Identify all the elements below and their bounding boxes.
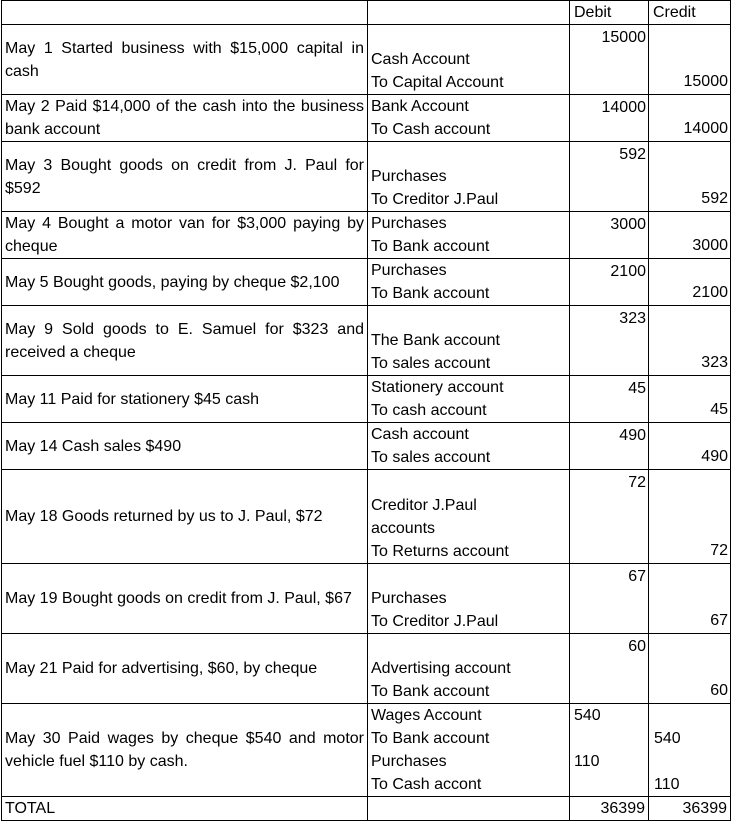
debit-amount: 323 bbox=[619, 310, 646, 327]
credit-account: To Bank account bbox=[371, 730, 490, 747]
entry-accounts bbox=[368, 634, 570, 704]
total-label: TOTAL bbox=[2, 797, 368, 821]
credit-account: To Creditor J.Paul bbox=[371, 613, 499, 630]
credit-account: To Cash account bbox=[371, 121, 491, 138]
debit-cell bbox=[570, 212, 649, 259]
debit-amount: 14000 bbox=[601, 99, 646, 116]
debit-amount: 67 bbox=[628, 568, 646, 585]
credit-cell bbox=[649, 376, 731, 423]
entry-row bbox=[2, 142, 731, 212]
debit-account: Cash account bbox=[371, 426, 469, 443]
entry-description: May 14 Cash sales $490 bbox=[2, 423, 368, 470]
header-debit: Debit bbox=[570, 1, 649, 25]
entry-row bbox=[2, 704, 731, 797]
entry-row bbox=[2, 306, 731, 376]
credit-account: To Returns account bbox=[371, 543, 509, 560]
entry-accounts bbox=[368, 564, 570, 634]
entry-accounts bbox=[368, 95, 570, 142]
credit-account: To sales account bbox=[371, 355, 491, 372]
debit-amount: 2100 bbox=[610, 263, 646, 280]
debit-cell bbox=[570, 564, 649, 634]
debit-account: The Bank account bbox=[371, 332, 500, 349]
credit-account: To Creditor J.Paul bbox=[371, 191, 499, 208]
credit-amount: 60 bbox=[710, 682, 728, 699]
debit-cell bbox=[570, 259, 649, 306]
credit-account: To Cash accont bbox=[371, 776, 482, 793]
credit-amount: 15000 bbox=[683, 73, 728, 90]
debit-amount: 110 bbox=[574, 753, 600, 770]
entry-accounts bbox=[368, 470, 570, 564]
credit-amount: 540 bbox=[654, 730, 681, 747]
debit-account: Cash Account bbox=[371, 51, 470, 68]
debit-cell bbox=[570, 470, 649, 564]
credit-cell bbox=[649, 704, 731, 797]
entry-accounts bbox=[368, 423, 570, 470]
credit-amount: 2100 bbox=[692, 284, 728, 301]
entry-row bbox=[2, 376, 731, 423]
header-blank-acct bbox=[368, 1, 570, 25]
credit-amount: 3000 bbox=[692, 237, 728, 254]
entry-description: May 3 Bought goods on credit from J. Paul for $592 bbox=[2, 142, 368, 212]
debit-amount: 15000 bbox=[601, 29, 646, 46]
spacer bbox=[574, 773, 645, 796]
credit-cell bbox=[649, 95, 731, 142]
header-blank-desc bbox=[2, 1, 368, 25]
entry-row bbox=[2, 564, 731, 634]
entry-accounts bbox=[368, 259, 570, 306]
credit-cell bbox=[649, 25, 731, 95]
debit-cell bbox=[570, 376, 649, 423]
credit-amount: 45 bbox=[710, 401, 728, 418]
entry-description: May 9 Sold goods to E. Samuel for $323 and received a cheque bbox=[2, 306, 368, 376]
credit-account: To cash account bbox=[371, 402, 487, 419]
debit-cell bbox=[570, 306, 649, 376]
entry-description: May 11 Paid for stationery $45 cash bbox=[2, 376, 368, 423]
credit-amount: 72 bbox=[710, 542, 728, 559]
credit-account: To sales account bbox=[371, 449, 491, 466]
entry-row bbox=[2, 95, 731, 142]
debit-amount: 72 bbox=[628, 474, 646, 491]
credit-cell bbox=[649, 634, 731, 704]
journal-table bbox=[1, 0, 731, 821]
total-credit: 36399 bbox=[649, 797, 731, 821]
entry-accounts bbox=[368, 142, 570, 212]
debit-account: Advertising account bbox=[371, 660, 511, 677]
debit-amount: 540 bbox=[574, 707, 601, 724]
debit-account: Purchases bbox=[371, 215, 447, 232]
credit-amount: 490 bbox=[701, 448, 728, 465]
debit-amount: 592 bbox=[619, 146, 646, 163]
spacer bbox=[574, 727, 645, 750]
entry-accounts bbox=[368, 704, 570, 797]
entry-accounts bbox=[368, 212, 570, 259]
entry-row bbox=[2, 423, 731, 470]
debit-account: Wages Account bbox=[371, 707, 482, 724]
entry-accounts bbox=[368, 25, 570, 95]
credit-account: To Capital Account bbox=[371, 74, 504, 91]
entry-description: May 5 Bought goods, paying by cheque $2,100 bbox=[2, 259, 368, 306]
total-row bbox=[2, 797, 731, 821]
debit-cell bbox=[570, 95, 649, 142]
debit-amount: 60 bbox=[628, 638, 646, 655]
credit-amount: 592 bbox=[701, 190, 728, 207]
total-blank bbox=[368, 797, 570, 821]
credit-account: To Bank account bbox=[371, 238, 490, 255]
entry-description: May 4 Bought a motor van for $3,000 paying by cheque bbox=[2, 212, 368, 259]
credit-cell bbox=[649, 423, 731, 470]
total-debit: 36399 bbox=[570, 797, 649, 821]
debit-cell bbox=[570, 25, 649, 95]
debit-cell bbox=[570, 142, 649, 212]
entry-accounts bbox=[368, 306, 570, 376]
debit-amount: 45 bbox=[628, 380, 646, 397]
debit-cell bbox=[570, 423, 649, 470]
entry-row bbox=[2, 25, 731, 95]
credit-cell bbox=[649, 259, 731, 306]
entry-row bbox=[2, 634, 731, 704]
credit-cell bbox=[649, 306, 731, 376]
entry-row bbox=[2, 259, 731, 306]
entry-description: May 30 Paid wages by cheque $540 and motor vehicle fuel $110 by cash. bbox=[2, 704, 368, 797]
entry-description: May 1 Started business with $15,000 capital in cash bbox=[2, 25, 368, 95]
debit-account: Purchases bbox=[371, 168, 447, 185]
credit-amount: 110 bbox=[654, 776, 680, 793]
credit-account: To Bank account bbox=[371, 683, 490, 700]
credit-amount: 14000 bbox=[683, 120, 728, 137]
credit-amount: 67 bbox=[710, 612, 728, 629]
credit-cell bbox=[649, 564, 731, 634]
credit-account: To Bank account bbox=[371, 285, 490, 302]
spacer bbox=[654, 704, 727, 727]
credit-cell bbox=[649, 470, 731, 564]
debit-amount: 3000 bbox=[610, 216, 646, 233]
header-row bbox=[2, 1, 731, 25]
entry-description: May 19 Bought goods on credit from J. Paul, $67 bbox=[2, 564, 368, 634]
entry-description: May 2 Paid $14,000 of the cash into the business bank account bbox=[2, 95, 368, 142]
spacer bbox=[654, 750, 727, 773]
debit-account: Bank Account bbox=[371, 98, 469, 115]
debit-account: Purchases bbox=[371, 590, 447, 607]
debit-account: Purchases bbox=[371, 262, 447, 279]
debit-cell bbox=[570, 634, 649, 704]
credit-cell bbox=[649, 212, 731, 259]
debit-account: Purchases bbox=[371, 753, 447, 770]
entry-description: May 21 Paid for advertising, $60, by cheque bbox=[2, 634, 368, 704]
entry-row bbox=[2, 212, 731, 259]
header-credit: Credit bbox=[649, 1, 731, 25]
debit-cell bbox=[570, 704, 649, 797]
entry-accounts bbox=[368, 376, 570, 423]
debit-account: Stationery account bbox=[371, 379, 504, 396]
debit-account: Creditor J.Paul accounts bbox=[371, 497, 477, 537]
credit-cell bbox=[649, 142, 731, 212]
credit-amount: 323 bbox=[701, 354, 728, 371]
debit-amount: 490 bbox=[619, 427, 646, 444]
entry-description: May 18 Goods returned by us to J. Paul, $72 bbox=[2, 470, 368, 564]
entry-row bbox=[2, 470, 731, 564]
